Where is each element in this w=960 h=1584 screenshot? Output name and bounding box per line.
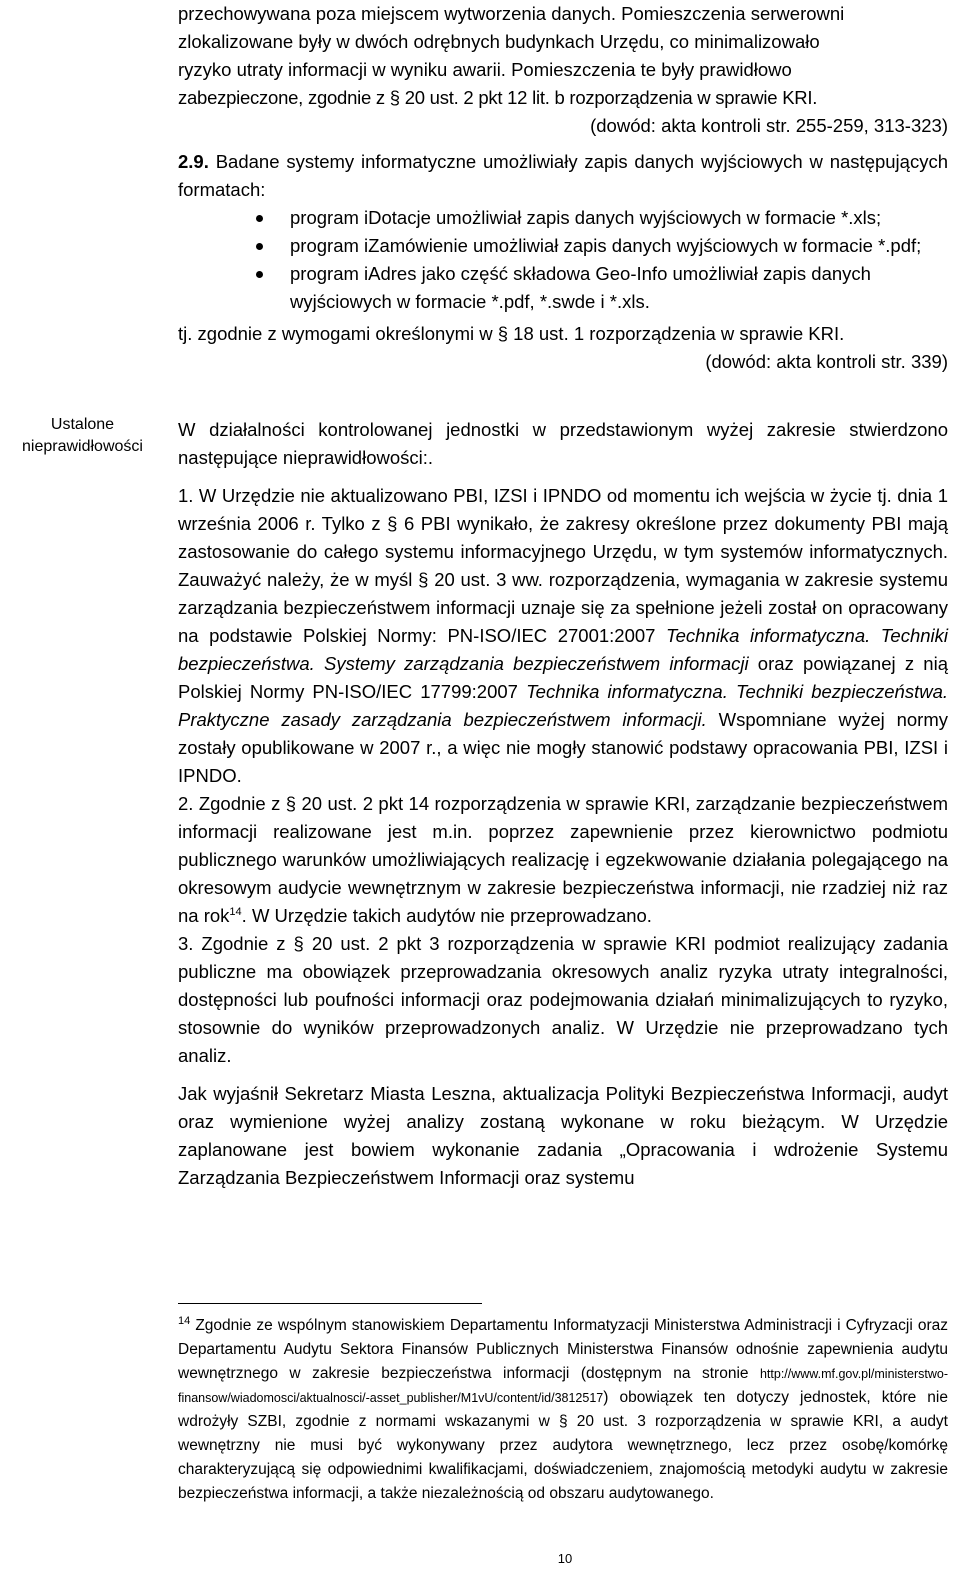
evidence-note: (dowód: akta kontroli str. 339) xyxy=(705,351,948,372)
bullet-icon xyxy=(256,271,263,278)
main-text xyxy=(178,0,948,376)
footnote-ref[interactable]: 14 xyxy=(229,905,242,918)
findings-text xyxy=(178,416,948,1192)
list-item: program iAdres jako część składowa Geo-Info umożliwiał zapis danych wyjściowych w formacie *.pdf, *.swde i *.xls. xyxy=(178,260,948,316)
top-line: zlokalizowane były w dwóch odrębnych budynkach Urzędu, co minimalizowało xyxy=(178,31,820,52)
section-number: 2.9. xyxy=(178,151,209,172)
finding-item-1: 1. W Urzędzie nie aktualizowano PBI, IZSI i IPNDO od momentu ich wejścia w życie tj. dnia 1 września 2006 r. Tylko z § 6 PBI wynikało, że zakresy określone przez dokumenty PBI mają zastosowanie do całego systemu informacyjnego Urzędu, w tym systemów informatycznych. Zauważyć należy, że w myśl § 20 ust. 3 ww. rozporządzenia, wymagania w zakresie systemu zarządzania bezpieczeństwem informacji uznaje się za spełnione jeżeli został on opracowany na podstawie Polskiej Normy: PN-ISO/IEC 27001:2007 Technika informatyczna. Techniki bezpieczeństwa. Systemy zarządzania bezpieczeństwem informacji oraz powiązanej z nią Polskiej Normy PN-ISO/IEC 17799:2007 Technika informatyczna. Techniki bezpieczeństwa. Praktyczne zasady zarządzania bezpieczeństwem informacji. Wspomniane wyżej normy zostały opublikowane w 2007 r., a więc nie mogły stanowić podstawy opracowania PBI, IZSI i IPNDO. xyxy=(178,485,949,786)
top-line: ryzyko utraty informacji w wyniku awarii. Pomieszczenia te były prawidłowo xyxy=(178,59,792,80)
page-number: 10 xyxy=(557,1551,573,1566)
footnote-divider xyxy=(178,1303,482,1304)
sidebar-label-line2: nieprawidłowości xyxy=(22,438,143,455)
list-item: program iDotacje umożliwiał zapis danych wyjściowych w formacie *.xls; xyxy=(178,204,948,232)
sidebar-label-line1: Ustalone xyxy=(50,416,115,433)
top-line: zabezpieczone, zgodnie z § 20 ust. 2 pkt 12 lit. b rozporządzenia w sprawie KRI. xyxy=(178,87,818,108)
footnote-number: 14 xyxy=(178,1314,191,1327)
bullet-icon xyxy=(256,215,263,222)
finding-item-2: 2. Zgodnie z § 20 ust. 2 pkt 14 rozporządzenia w sprawie KRI, zarządzanie bezpieczeństwem informacji realizowane jest m.in. poprzez zapewnienie przez kierownictwo podmiotu publicznego warunków umożliwiających realizację i egzekwowanie działania polegającego na okresowym audycie wewnętrznym w zakresie bezpieczeństwa informacji, nie rzadziej niż raz na rok$^{14}$. W Urzędzie takich audytów nie przeprowadzano. xyxy=(178,793,948,926)
sidebar-label xyxy=(0,414,165,458)
top-line: przechowywana poza miejscem wytworzenia danych. Pomieszczenia serwerowni xyxy=(178,3,845,24)
finding-item-3: 3. Zgodnie z § 20 ust. 2 pkt 3 rozporządzenia w sprawie KRI podmiot realizujący zadania publiczne ma obowiązek przeprowadzania okresowych analiz ryzyka utraty integralności, dostępności lub poufności informacji oraz podejmowania działań minimalizujących to ryzyko, stosownie do wyników przeprowadzonych analiz. W Urzędzie nie przeprowadzano tych analiz. xyxy=(178,933,948,1066)
list-item: program iZamówienie umożliwiał zapis danych wyjściowych w formacie *.pdf; xyxy=(178,232,948,260)
section-2-9-conclusion: tj. zgodnie z wymogami określonymi w § 18 ust. 1 rozporządzenia w sprawie KRI. xyxy=(178,323,845,344)
section-2-9-intro: 2.9. Badane systemy informatyczne umożliwiały zapis danych wyjściowych w następujących formatach: xyxy=(178,151,948,200)
explanation-paragraph: Jak wyjaśnił Sekretarz Miasta Leszna, aktualizacja Polityki Bezpieczeństwa Informacji, audyt oraz wymienione wyżej analizy zostaną wykonane w roku bieżącym. W Urzędzie zaplanowane jest bowiem wykonanie zadania „Opracowania i wdrożenie Systemu Zarządzania Bezpieczeństwem Informacji oraz systemu xyxy=(178,1083,948,1188)
findings-intro: W działalności kontrolowanej jednostki w przedstawionym wyżej zakresie stwierdzono następujące nieprawidłowości:. xyxy=(178,419,948,468)
footnote xyxy=(178,1314,948,1506)
evidence-note: (dowód: akta kontroli str. 255-259, 313-323) xyxy=(590,115,948,136)
bullet-icon xyxy=(256,243,263,250)
footnote-url[interactable]: http://www.mf.gov.pl/ministerstwo-finansow/wiadomosci/aktualnosci/-asset_publisher/M1vU/content/id/3812517 xyxy=(178,1367,948,1405)
footnote-text: $^{14}$ Zgodnie ze wspólnym stanowiskiem Departamentu Informatyzacji Ministerstwa Administracji i Cyfryzacji oraz Departamentu Audytu Sektora Finansów Publicznych Ministerstwa Finansów odnośnie zapewnienia audytu wewnętrznego w zakresie bezpieczeństwa informacji (dostępnym na stronie http://www.mf.gov.pl/ministerstwo-finansow/wiadomosci/aktualnosci/-asset_publisher/M1vU/content/id/3812517) obowiązek ten dotyczy jednostek, które nie wdrożyły SZBI, zgodnie z normami wskazanymi w § 20 ust. 3 rozporządzenia w sprawie KRI, a audyt wewnętrzny nie musi być wykonywany przez audytora wewnętrznego, lecz przez osobę/komórkę charakteryzującą się odpowiednimi kwalifikacjami, doświadczeniem, znajomością metodyki audytu w zakresie bezpieczeństwa informacji, a także niezależnością od obszaru audytowanego. xyxy=(178,1314,948,1502)
format-list xyxy=(178,204,948,316)
